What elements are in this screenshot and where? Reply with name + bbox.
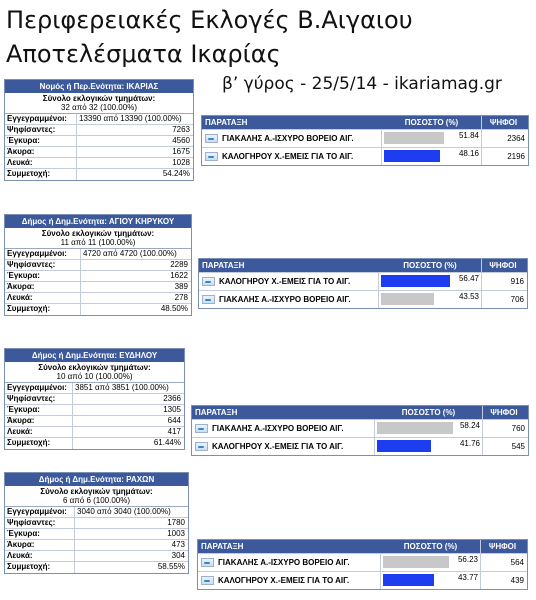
percent-cell — [381, 572, 481, 589]
party-cell — [192, 438, 375, 455]
percent-cell — [375, 420, 483, 437]
registered-value: 13390 από 13390 (100.00%) — [79, 114, 182, 123]
voted-row — [5, 394, 184, 405]
invalid-row — [5, 147, 193, 158]
units-label: Σύνολο εκλογικών τμημάτων: — [42, 94, 156, 103]
invalid-value: 1675 — [172, 147, 190, 156]
blank-value: 278 — [174, 293, 188, 302]
votes-value: 2364 — [507, 134, 525, 143]
blank-label: Λευκά: — [5, 158, 77, 168]
turnout-value: 58.55% — [157, 562, 185, 571]
result-row — [202, 129, 528, 147]
voted-label: Ψηφίσαντες: — [5, 394, 73, 404]
valid-value: 1305 — [163, 405, 181, 414]
valid-row — [5, 405, 184, 416]
units-value: 6 από 6 (100.00%) — [62, 496, 131, 505]
units-total — [5, 93, 193, 114]
votes-value: 706 — [510, 295, 524, 304]
votes-column-header: ΨΗΦΟΙ — [489, 118, 518, 127]
party-cell — [199, 273, 379, 290]
percent-cell — [381, 554, 481, 571]
invalid-value: 389 — [174, 282, 188, 291]
blank-row — [5, 293, 191, 304]
blank-value: 417 — [167, 427, 181, 436]
party-cell — [198, 554, 381, 571]
invalid-row — [5, 540, 188, 551]
percent-column-header: ΠΟΣΟΣΤΟ (%) — [382, 116, 482, 129]
party-name: ΚΑΛΟΓΗΡΟΥ Χ.-ΕΜΕΙΣ ΓΙΑ ΤΟ ΑΙΓ. — [219, 277, 351, 286]
voted-label: Ψηφίσαντες: — [5, 125, 77, 135]
units-label: Σύνολο εκλογικών τμημάτων: — [41, 229, 155, 238]
units-total — [5, 228, 191, 249]
percent-bar — [377, 422, 453, 434]
percent-value: 58.24 — [459, 421, 480, 430]
percent-column-header: ΠΟΣΟΣΤΟ (%) — [375, 406, 483, 419]
votes-column-header: ΨΗΦΟΙ — [489, 261, 517, 270]
turnout-row — [5, 169, 193, 180]
stats-table — [4, 348, 185, 450]
percent-bar — [383, 574, 434, 586]
units-value: 10 από 10 (100.00%) — [56, 372, 133, 381]
invalid-label: Άκυρα: — [5, 416, 73, 426]
invalid-value: 644 — [167, 416, 181, 425]
stats-table — [4, 472, 189, 574]
invalid-value: 473 — [171, 540, 185, 549]
blank-value: 304 — [171, 551, 185, 560]
party-name: ΓΙΑΚΑΛΗΣ Α.-ΙΣΧΥΡΟ ΒΟΡΕΙΟ ΑΙΓ. — [222, 134, 354, 143]
units-value: 11 από 11 (100.00%) — [60, 238, 136, 247]
percent-cell — [379, 291, 482, 308]
voted-row — [5, 260, 191, 271]
party-logo-icon — [201, 576, 214, 585]
invalid-label: Άκυρα: — [5, 540, 75, 550]
units-total — [5, 362, 184, 383]
percent-cell — [382, 148, 482, 165]
units-value: 32 από 32 (100.00%) — [61, 103, 137, 112]
percent-value: 43.53 — [458, 292, 479, 301]
party-logo-icon — [202, 295, 215, 304]
blank-row — [5, 427, 184, 438]
blank-label: Λευκά: — [5, 427, 73, 437]
blank-value: 1028 — [172, 158, 190, 167]
party-name: ΓΙΑΚΑΛΗΣ Α.-ΙΣΧΥΡΟ ΒΟΡΕΙΟ ΑΙΓ. — [212, 424, 344, 433]
percent-cell — [382, 130, 482, 147]
registered-value: 3851 από 3851 (100.00%) — [75, 383, 169, 392]
percent-bar — [381, 293, 434, 305]
stats-heading: Δήμος ή Δημ.Ενότητα: ΑΓΙΟΥ ΚΗΡΥΚΟΥ — [5, 215, 191, 228]
party-name: ΓΙΑΚΑΛΗΣ Α.-ΙΣΧΥΡΟ ΒΟΡΕΙΟ ΑΙΓ. — [219, 295, 351, 304]
party-cell — [202, 148, 382, 165]
result-row — [199, 290, 527, 308]
page-title: Περιφερειακές Εκλογές Β.Αιγαιου — [6, 6, 413, 34]
party-name: ΚΑΛΟΓΗΡΟΥ Χ.-ΕΜΕΙΣ ΓΙΑ ΤΟ ΑΙΓ. — [212, 442, 344, 451]
result-row — [198, 553, 527, 571]
results-header — [199, 259, 527, 272]
valid-label: Έγκυρα: — [5, 271, 81, 281]
party-logo-icon — [195, 442, 208, 451]
percent-value: 48.16 — [458, 149, 479, 158]
registered-row — [5, 507, 188, 518]
party-cell — [192, 420, 375, 437]
results-header — [198, 540, 527, 553]
result-row — [202, 147, 528, 165]
votes-column-header: ΨΗΦΟΙ — [490, 408, 518, 417]
result-row — [198, 571, 527, 589]
round-date-source: β’ γύρος - 25/5/14 - ikariamag.gr — [222, 74, 502, 94]
voted-row — [5, 518, 188, 529]
turnout-label: Συμμετοχή: — [5, 304, 81, 315]
stats-heading: Νομός ή Περ.Ενότητα: ΙΚΑΡΙΑΣ — [5, 80, 193, 93]
stats-heading: Δήμος ή Δημ.Ενότητα: ΕΥΔΗΛΟΥ — [5, 349, 184, 362]
party-column-header: ΠΑΡΑΤΑΞΗ — [201, 542, 244, 551]
result-row — [192, 437, 528, 455]
percent-value: 56.23 — [457, 555, 478, 564]
percent-bar — [381, 275, 450, 287]
units-total — [5, 486, 188, 507]
results-table — [191, 405, 529, 456]
stats-table — [4, 79, 194, 181]
registered-value: 4720 από 4720 (100.00%) — [83, 249, 177, 258]
turnout-value: 61.44% — [153, 438, 181, 447]
invalid-label: Άκυρα: — [5, 282, 81, 292]
blank-label: Λευκά: — [5, 293, 81, 303]
valid-row — [5, 271, 191, 282]
party-column-header: ΠΑΡΑΤΑΞΗ — [195, 408, 238, 417]
turnout-row — [5, 562, 188, 573]
valid-label: Έγκυρα: — [5, 136, 77, 146]
results-header — [192, 406, 528, 419]
party-cell — [199, 291, 379, 308]
votes-value: 564 — [510, 558, 524, 567]
party-logo-icon — [195, 424, 208, 433]
voted-label: Ψηφίσαντες: — [5, 518, 75, 528]
party-column-header: ΠΑΡΑΤΑΞΗ — [205, 118, 248, 127]
registered-value: 3040 από 3040 (100.00%) — [77, 507, 171, 516]
results-table — [198, 258, 528, 309]
party-name: ΚΑΛΟΓΗΡΟΥ Χ.-ΕΜΕΙΣ ΓΙΑ ΤΟ ΑΙΓ. — [222, 152, 354, 161]
valid-value: 1003 — [167, 529, 185, 538]
turnout-label: Συμμετοχή: — [5, 438, 73, 449]
registered-label: Εγγεγραμμένοι: — [5, 507, 75, 517]
party-cell — [202, 130, 382, 147]
turnout-value: 48.50% — [160, 304, 188, 313]
registered-label: Εγγεγραμμένοι: — [5, 249, 81, 259]
votes-value: 760 — [511, 424, 525, 433]
results-table — [201, 115, 529, 166]
turnout-label: Συμμετοχή: — [5, 169, 77, 180]
percent-bar — [377, 440, 431, 452]
invalid-row — [5, 282, 191, 293]
voted-value: 7263 — [172, 125, 190, 134]
turnout-label: Συμμετοχή: — [5, 562, 75, 573]
voted-value: 2289 — [170, 260, 188, 269]
percent-cell — [379, 273, 482, 290]
percent-value: 41.76 — [459, 439, 480, 448]
party-column-header: ΠΑΡΑΤΑΞΗ — [202, 261, 245, 270]
percent-value: 51.84 — [458, 131, 479, 140]
registered-row — [5, 249, 191, 260]
voted-label: Ψηφίσαντες: — [5, 260, 81, 270]
blank-row — [5, 551, 188, 562]
registered-row — [5, 114, 193, 125]
valid-label: Έγκυρα: — [5, 529, 75, 539]
result-row — [199, 272, 527, 290]
results-header — [202, 116, 528, 129]
percent-column-header: ΠΟΣΟΣΤΟ (%) — [379, 259, 482, 272]
registered-label: Εγγεγραμμένοι: — [5, 114, 77, 124]
valid-value: 4560 — [172, 136, 190, 145]
blank-label: Λευκά: — [5, 551, 75, 561]
registered-label: Εγγεγραμμένοι: — [5, 383, 73, 393]
voted-value: 1780 — [167, 518, 185, 527]
units-label: Σύνολο εκλογικών τμημάτων: — [38, 363, 151, 372]
valid-label: Έγκυρα: — [5, 405, 73, 415]
votes-column-header: ΨΗΦΟΙ — [488, 542, 517, 551]
percent-bar — [383, 556, 449, 568]
registered-row — [5, 383, 184, 394]
results-table — [197, 539, 528, 590]
valid-row — [5, 136, 193, 147]
percent-bar — [384, 132, 444, 144]
turnout-row — [5, 438, 184, 449]
party-logo-icon — [201, 558, 214, 567]
party-cell — [198, 572, 381, 589]
party-name: ΓΙΑΚΑΛΗΣ Α.-ΙΣΧΥΡΟ ΒΟΡΕΙΟ ΑΙΓ. — [218, 558, 350, 567]
percent-value: 56.47 — [458, 274, 479, 283]
party-logo-icon — [205, 134, 218, 143]
voted-value: 2366 — [163, 394, 181, 403]
party-logo-icon — [205, 152, 218, 161]
votes-value: 2196 — [507, 152, 525, 161]
result-row — [192, 419, 528, 437]
votes-value: 545 — [511, 442, 525, 451]
turnout-row — [5, 304, 191, 315]
invalid-row — [5, 416, 184, 427]
units-label: Σύνολο εκλογικών τμημάτων: — [40, 487, 153, 496]
party-name: ΚΑΛΟΓΗΡΟΥ Χ.-ΕΜΕΙΣ ΓΙΑ ΤΟ ΑΙΓ. — [218, 576, 350, 585]
party-logo-icon — [202, 277, 215, 286]
percent-cell — [375, 438, 483, 455]
valid-row — [5, 529, 188, 540]
page-subtitle: Αποτελέσματα Ικαρίας — [6, 40, 281, 68]
invalid-label: Άκυρα: — [5, 147, 77, 157]
stats-table — [4, 214, 192, 316]
votes-value: 439 — [510, 576, 524, 585]
valid-value: 1622 — [170, 271, 188, 280]
turnout-value: 54.24% — [162, 169, 190, 178]
percent-value: 43.77 — [457, 573, 478, 582]
percent-column-header: ΠΟΣΟΣΤΟ (%) — [381, 540, 481, 553]
percent-bar — [384, 150, 440, 162]
votes-value: 916 — [510, 277, 524, 286]
stats-heading: Δήμος ή Δημ.Ενότητα: ΡΑΧΩΝ — [5, 473, 188, 486]
voted-row — [5, 125, 193, 136]
blank-row — [5, 158, 193, 169]
